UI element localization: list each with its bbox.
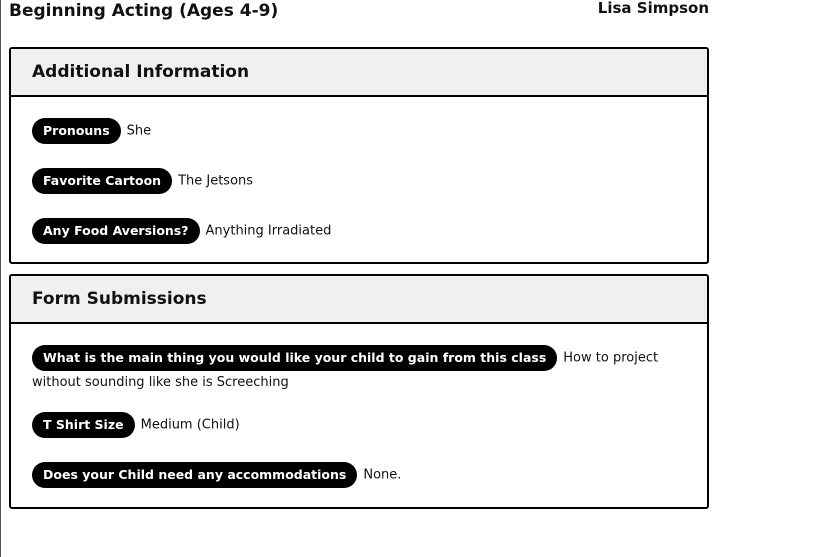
field-value-main-goal: How to project without sounding like she is Screeching (32, 350, 659, 390)
field-favorite-cartoon (32, 168, 686, 194)
field-tshirt-size (32, 412, 686, 438)
additional-information-heading: Additional Information (11, 49, 707, 97)
course-title: Beginning Acting (Ages 4-9) (9, 1, 279, 21)
student-name: Lisa Simpson (597, 0, 709, 17)
page-header (9, 0, 709, 24)
additional-information-card (9, 47, 709, 264)
field-label-pronouns: Pronouns (32, 118, 121, 144)
form-submissions-body (11, 324, 707, 488)
left-divider (0, 0, 1, 557)
field-main-goal (32, 345, 686, 394)
field-label-accommodations: Does your Child need any accommodations (32, 462, 357, 488)
field-accommodations (32, 462, 686, 488)
field-label-food-aversions: Any Food Aversions? (32, 218, 200, 244)
field-value-tshirt-size: Medium (Child) (140, 417, 240, 433)
field-label-favorite-cartoon: Favorite Cartoon (32, 168, 172, 194)
form-submissions-heading: Form Submissions (11, 276, 707, 324)
field-value-food-aversions: Anything Irradiated (205, 223, 332, 239)
field-value-pronouns: She (126, 123, 152, 139)
field-value-favorite-cartoon: The Jetsons (178, 173, 254, 189)
field-value-accommodations: None. (363, 467, 402, 483)
field-pronouns (32, 118, 686, 144)
field-food-aversions (32, 218, 686, 244)
additional-information-body (11, 97, 707, 244)
field-label-main-goal: What is the main thing you would like your child to gain from this class (32, 345, 557, 371)
field-label-tshirt-size: T Shirt Size (32, 412, 135, 438)
form-submissions-card (9, 274, 709, 509)
